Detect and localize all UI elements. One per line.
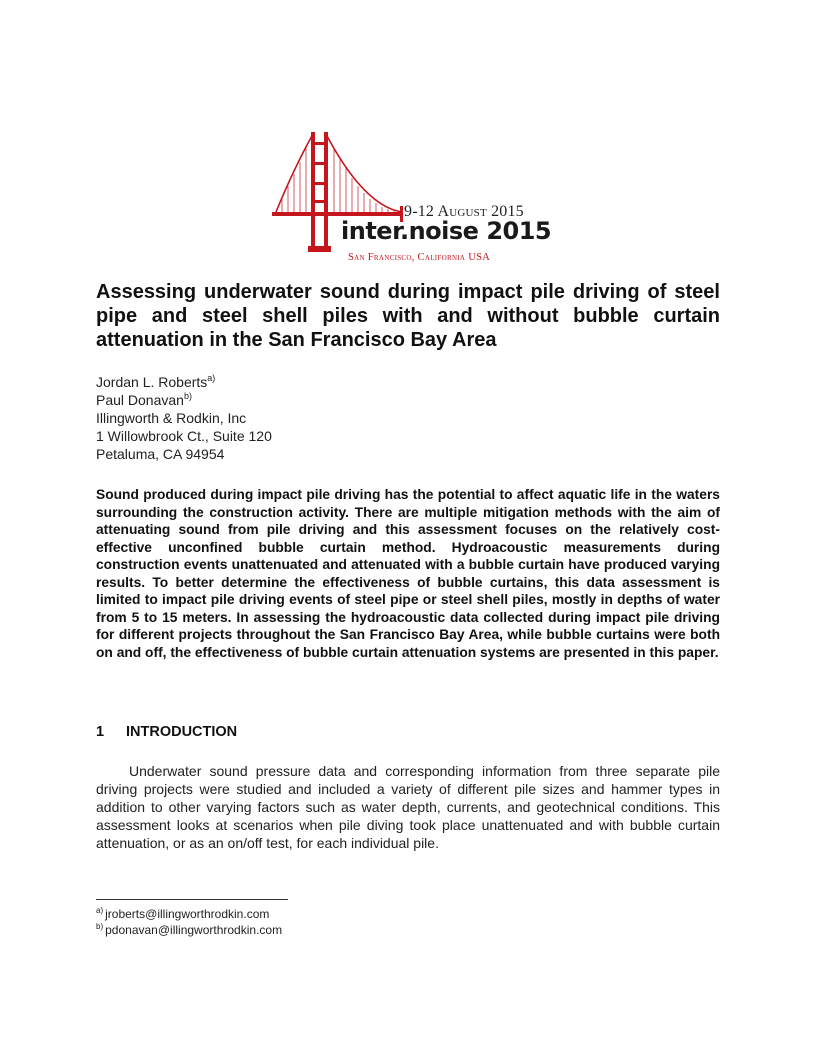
paper-title: Assessing underwater sound during impact pile driving of steel pipe and steel shell piles with and without bubble curtain attenuation in the San Francisco Bay Area — [96, 281, 720, 351]
footnote-mark: a) — [207, 373, 216, 383]
footnote-email: pdonavan@illingworthrodkin.com — [105, 923, 283, 937]
author-1 — [96, 373, 272, 391]
footnote-2 — [96, 922, 282, 938]
footnotes — [96, 906, 282, 938]
footnote-1 — [96, 906, 282, 922]
conference-name: inter.noise 2015 — [341, 217, 552, 245]
author-block — [96, 373, 272, 463]
footnote-mark: a) — [96, 906, 104, 915]
abstract: Sound produced during impact pile driving has the potential to affect aquatic life in the waters surrounding the construction activity. There are multiple mitigation methods with the aim of attenuating sound from pile driving and this assessment focuses on the relatively cost-effective unconfined bubble curtain method. Hydroacoustic measurements during construction events unattenuated and attenuated with a bubble curtain have produced varying results. To better determine the effectiveness of bubble curtains, this data assessment is limited to impact pile driving events of steel pipe or steel shell piles, mostly in depths of water from 5 to 15 meters. In assessing the hydroacoustic data collected during impact pile driving for different projects throughout the San Francisco Bay Area, while bubble curtains were both on and off, the effectiveness of bubble curtain attenuation systems are presented in this paper. — [96, 487, 720, 660]
author-name: Jordan L. Roberts — [96, 374, 208, 390]
affiliation: Illingworth & Rodkin, Inc — [96, 410, 247, 426]
footnote-email: jroberts@illingworthrodkin.com — [105, 907, 270, 921]
address-line-2: Petaluma, CA 94954 — [96, 446, 225, 462]
conference-location: San Francisco, California USA — [348, 252, 491, 263]
footnote-mark: b) — [96, 922, 104, 931]
section-title: INTRODUCTION — [126, 724, 238, 740]
address-line-1: 1 Willowbrook Ct., Suite 120 — [96, 428, 272, 444]
conference-dates: 9-12 August 2015 — [404, 203, 524, 220]
section-number: 1 — [96, 724, 105, 740]
footnote-divider — [96, 899, 288, 900]
conference-logo — [272, 128, 562, 266]
section-heading — [96, 724, 237, 740]
author-2 — [96, 391, 272, 409]
footnote-mark: b) — [183, 391, 192, 401]
author-name: Paul Donavan — [96, 392, 184, 408]
body-paragraph: Underwater sound pressure data and corresponding information from three separate pile driving projects were studied and included a variety of different pile sizes and hammer types in addition to other varying factors such as water depth, currents, and geotechnical conditions. This assessment looks at scenarios when pile diving took place unattenuated and with bubble curtain attenuation, or as an on/off test, for each individual pile. — [96, 763, 720, 851]
